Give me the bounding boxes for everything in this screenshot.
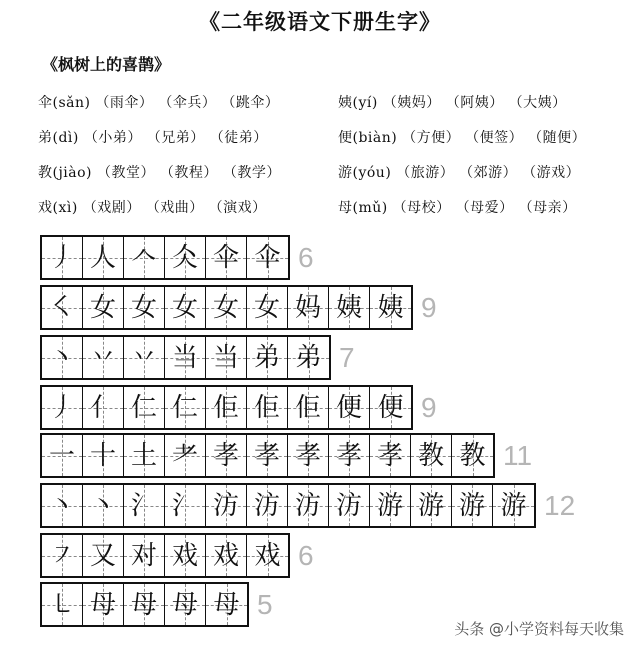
stroke-glyph: 母 <box>89 589 116 620</box>
stroke-cell <box>83 435 124 476</box>
stroke-cell <box>247 387 288 428</box>
stroke-cell <box>42 435 83 476</box>
stroke-glyph: 伞 <box>212 242 239 273</box>
stroke-cell <box>206 237 247 278</box>
stroke-glyph: 汸 <box>253 490 280 521</box>
stroke-glyph: 女 <box>253 292 280 323</box>
stroke-glyph: 氵 <box>171 490 198 521</box>
stroke-glyph: 弟 <box>295 342 322 373</box>
stroke-count: 9 <box>421 291 437 323</box>
vocab-line: 弟(dì) （小弟） （兄弟） （徒弟） <box>38 130 268 146</box>
stroke-count: 5 <box>257 588 273 620</box>
stroke-cell <box>165 337 206 378</box>
stroke-glyph: 氵 <box>130 490 157 521</box>
stroke-glyph: 孝 <box>294 440 321 471</box>
stroke-glyph: 母 <box>171 589 198 620</box>
stroke-glyph: 母 <box>130 589 157 620</box>
stroke-glyph: 母 <box>213 589 240 620</box>
stroke-glyph: 戏 <box>171 540 198 571</box>
stroke-glyph: 游 <box>458 490 485 521</box>
stroke-glyph: 游 <box>417 490 444 521</box>
stroke-glyph: 教 <box>417 440 444 471</box>
stroke-cell <box>206 337 247 378</box>
stroke-glyph: 姨 <box>377 292 404 323</box>
stroke-glyph: 佢 <box>253 392 280 423</box>
stroke-glyph: 游 <box>376 490 403 521</box>
stroke-glyph: 对 <box>130 540 157 571</box>
stroke-cells <box>40 483 536 528</box>
stroke-glyph: 耂 <box>171 440 198 471</box>
stroke-glyph: 妈 <box>294 292 321 323</box>
stroke-cell <box>247 485 288 526</box>
stroke-row <box>40 433 532 478</box>
stroke-glyph: 当 <box>171 342 198 373</box>
stroke-row <box>40 582 273 627</box>
stroke-cell <box>165 435 206 476</box>
stroke-cells <box>40 285 413 330</box>
stroke-cell <box>370 435 411 476</box>
stroke-glyph: 仁 <box>171 392 198 423</box>
stroke-cell <box>165 237 206 278</box>
stroke-glyph: ㇄ <box>48 589 75 620</box>
stroke-cell <box>206 584 247 625</box>
stroke-cell <box>288 485 329 526</box>
stroke-glyph: 佢 <box>212 392 239 423</box>
stroke-row <box>40 533 314 578</box>
stroke-cell <box>288 337 329 378</box>
page-title: 《二年级语文下册生字》 <box>199 9 441 34</box>
stroke-row <box>40 235 314 280</box>
stroke-cell <box>329 485 370 526</box>
stroke-glyph: 汸 <box>294 490 321 521</box>
stroke-cell <box>124 237 165 278</box>
stroke-cell <box>83 387 124 428</box>
stroke-row <box>40 483 575 528</box>
stroke-glyph: ㇇ <box>48 540 75 571</box>
stroke-glyph: 孝 <box>335 440 362 471</box>
stroke-cell <box>329 435 370 476</box>
stroke-glyph: 丷 <box>130 342 157 373</box>
stroke-glyph: 姨 <box>335 292 362 323</box>
stroke-cell <box>206 387 247 428</box>
stroke-glyph: 女 <box>130 292 157 323</box>
stroke-glyph: 丿 <box>48 392 75 423</box>
stroke-cell <box>165 287 206 328</box>
stroke-cell <box>247 535 288 576</box>
stroke-glyph: 孝 <box>253 440 280 471</box>
stroke-glyph: 女 <box>171 292 198 323</box>
stroke-glyph: 仁 <box>130 392 157 423</box>
stroke-glyph: 教 <box>459 440 486 471</box>
stroke-glyph: 丿 <box>48 242 75 273</box>
stroke-cell <box>42 584 83 625</box>
stroke-cell <box>42 337 83 378</box>
stroke-count: 6 <box>298 241 314 273</box>
stroke-glyph: 人 <box>89 242 116 273</box>
stroke-cell <box>124 584 165 625</box>
stroke-cell <box>247 435 288 476</box>
stroke-cell <box>247 337 288 378</box>
stroke-glyph: 又 <box>89 540 116 571</box>
watermark: 头条 @小学资料每天收集 <box>454 620 624 638</box>
stroke-cell <box>247 287 288 328</box>
stroke-cells <box>40 533 290 578</box>
lesson-title: 《枫树上的喜鹊》 <box>42 55 171 74</box>
stroke-cell <box>452 485 493 526</box>
stroke-cell <box>247 237 288 278</box>
stroke-cell <box>165 387 206 428</box>
stroke-cell <box>124 287 165 328</box>
stroke-cell <box>165 485 206 526</box>
stroke-cell <box>83 237 124 278</box>
stroke-cell <box>42 287 83 328</box>
vocab-line: 游(yóu) （旅游） （郊游） （游戏） <box>338 165 581 181</box>
stroke-cell <box>288 287 329 328</box>
stroke-cells <box>40 582 249 627</box>
stroke-cell <box>42 387 83 428</box>
stroke-row <box>40 335 355 380</box>
stroke-glyph: 佢 <box>294 392 321 423</box>
stroke-cell <box>329 387 370 428</box>
stroke-cell <box>42 535 83 576</box>
stroke-glyph: 十 <box>89 440 116 471</box>
stroke-cells <box>40 433 495 478</box>
stroke-glyph: 女 <box>89 292 116 323</box>
stroke-glyph: 弟 <box>253 342 280 373</box>
stroke-glyph: 丶 <box>89 490 116 521</box>
vocab-line: 母(mǔ) （母校） （母爱） （母亲） <box>338 200 577 216</box>
stroke-cell <box>124 435 165 476</box>
stroke-row <box>40 285 437 330</box>
stroke-count: 12 <box>544 489 576 521</box>
stroke-cell <box>452 435 493 476</box>
stroke-glyph: 丷 <box>89 342 116 373</box>
stroke-cell <box>206 435 247 476</box>
stroke-count: 7 <box>339 341 355 373</box>
stroke-glyph: 亻 <box>89 392 116 423</box>
stroke-cell <box>493 485 534 526</box>
vocab-line: 伞(sǎn) （雨伞） （伞兵） （跳伞） <box>38 95 280 111</box>
stroke-cell <box>370 485 411 526</box>
stroke-glyph: 戏 <box>212 540 239 571</box>
stroke-glyph: 汸 <box>212 490 239 521</box>
stroke-cell <box>165 584 206 625</box>
vocab-line: 戏(xì) （戏剧） （戏曲） （演戏） <box>38 200 267 216</box>
stroke-glyph: 丶 <box>48 342 75 373</box>
stroke-cell <box>42 237 83 278</box>
stroke-cell <box>206 287 247 328</box>
stroke-glyph: 一 <box>48 440 75 471</box>
stroke-glyph: 戏 <box>254 540 281 571</box>
stroke-glyph: 游 <box>500 490 527 521</box>
stroke-cell <box>83 287 124 328</box>
stroke-cell <box>124 535 165 576</box>
stroke-cell <box>83 337 124 378</box>
stroke-glyph: 便 <box>335 392 362 423</box>
stroke-glyph: ㇛ <box>48 292 75 323</box>
stroke-cells <box>40 385 413 430</box>
stroke-cell <box>42 485 83 526</box>
stroke-count: 11 <box>503 439 533 471</box>
stroke-glyph: 丶 <box>48 490 75 521</box>
vocab-line: 姨(yí) （姨妈） （阿姨） （大姨） <box>338 95 567 111</box>
stroke-cell <box>83 485 124 526</box>
stroke-glyph: 便 <box>377 392 404 423</box>
stroke-glyph: 当 <box>212 342 239 373</box>
stroke-cell <box>83 584 124 625</box>
stroke-glyph: 汸 <box>335 490 362 521</box>
stroke-cell <box>288 387 329 428</box>
vocab-line: 教(jiào) （教堂） （教程） （教学） <box>38 165 281 181</box>
stroke-cell <box>124 485 165 526</box>
stroke-cell <box>206 535 247 576</box>
stroke-glyph: 孝 <box>376 440 403 471</box>
stroke-count: 9 <box>421 391 437 423</box>
stroke-cell <box>411 435 452 476</box>
stroke-cell <box>411 485 452 526</box>
stroke-cell <box>288 435 329 476</box>
stroke-cell <box>165 535 206 576</box>
stroke-count: 6 <box>298 539 314 571</box>
stroke-cell <box>206 485 247 526</box>
stroke-cell <box>370 287 411 328</box>
stroke-glyph: 仌 <box>171 242 198 273</box>
stroke-cell <box>83 535 124 576</box>
stroke-cell <box>124 387 165 428</box>
stroke-glyph: 土 <box>130 440 157 471</box>
stroke-glyph: 女 <box>212 292 239 323</box>
stroke-cells <box>40 335 331 380</box>
stroke-cells <box>40 235 290 280</box>
stroke-glyph: 𠆢 <box>130 242 157 273</box>
stroke-row <box>40 385 437 430</box>
vocab-line: 便(biàn) （方便） （便签） （随便） <box>338 130 587 146</box>
stroke-glyph: 伞 <box>254 242 281 273</box>
stroke-cell <box>329 287 370 328</box>
stroke-cell <box>370 387 411 428</box>
stroke-cell <box>124 337 165 378</box>
stroke-glyph: 孝 <box>212 440 239 471</box>
